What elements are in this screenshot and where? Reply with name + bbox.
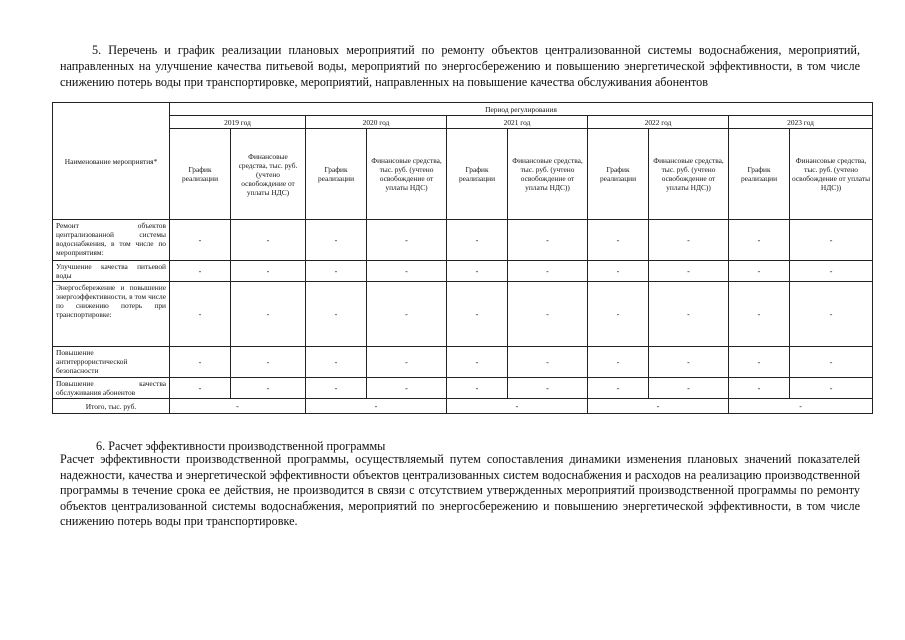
year-header-2021: 2021 год — [447, 116, 588, 129]
cell-value: - — [588, 282, 649, 347]
cell-value: - — [447, 347, 508, 378]
cell-value: - — [170, 378, 231, 399]
plan-table — [52, 102, 873, 414]
table-row — [53, 347, 873, 378]
schedule-header: График реализации — [588, 129, 649, 220]
year-header-2019: 2019 год — [170, 116, 306, 129]
cell-value: - — [508, 282, 588, 347]
cell-value: - — [306, 220, 367, 261]
total-label: Итого, тыс. руб. — [53, 399, 170, 414]
cell-value: - — [447, 282, 508, 347]
cell-value: - — [508, 261, 588, 282]
cell-value: - — [508, 347, 588, 378]
cell-value: - — [729, 282, 790, 347]
section-5-heading — [60, 42, 860, 90]
cell-value: - — [588, 347, 649, 378]
cell-value: - — [790, 261, 873, 282]
cell-value: - — [508, 378, 588, 399]
cell-value: - — [447, 378, 508, 399]
cell-value: - — [170, 347, 231, 378]
cell-value: - — [231, 378, 306, 399]
cell-value: - — [649, 347, 729, 378]
finance-header: Финансовые средства, тыс. руб. (учтено освобождение от уплаты НДС)) — [649, 129, 729, 220]
cell-value: - — [170, 261, 231, 282]
cell-value: - — [790, 347, 873, 378]
total-value-2020: - — [306, 399, 447, 414]
cell-value: - — [170, 282, 231, 347]
cell-value: - — [508, 220, 588, 261]
cell-value: - — [729, 261, 790, 282]
cell-value: - — [729, 378, 790, 399]
cell-value: - — [367, 282, 447, 347]
year-header-2020: 2020 год — [306, 116, 447, 129]
finance-header: Финансовые средства, тыс. руб. (учтено освобождение от уплаты НДС) — [367, 129, 447, 220]
finance-header: Финансовые средства, тыс. руб. (учтено освобождение от уплаты НДС)) — [508, 129, 588, 220]
cell-value: - — [588, 378, 649, 399]
cell-value: - — [231, 282, 306, 347]
total-value-2019: - — [170, 399, 306, 414]
schedule-header: График реализации — [447, 129, 508, 220]
cell-value: - — [649, 378, 729, 399]
cell-value: - — [231, 347, 306, 378]
schedule-header: График реализации — [306, 129, 367, 220]
table-row — [53, 282, 873, 347]
cell-value: - — [588, 261, 649, 282]
cell-value: - — [447, 220, 508, 261]
cell-value: - — [447, 261, 508, 282]
cell-value: - — [729, 347, 790, 378]
total-row — [53, 399, 873, 414]
cell-value: - — [170, 220, 231, 261]
cell-value: - — [729, 220, 790, 261]
name-column-header: Наименование мероприятия* — [53, 103, 170, 220]
row-label: Повышение качества обслуживания абонентов — [53, 378, 170, 399]
table-row — [53, 378, 873, 399]
cell-value: - — [231, 261, 306, 282]
total-value-2023: - — [729, 399, 873, 414]
row-label: Улучшение качества питьевой воды — [53, 261, 170, 282]
section-5-title: 5. Перечень и график реализации плановых мероприятий по ремонту объектов централизованной системы водоснабжения, мероприятий, направленных на улучшение качества питьевой воды, мероприятий по энергосбережению и повышению энергетической эффективности, в том числе снижению потерь воды при транспортировке, мероприятий, направленных на повышение качества обслуживания абонентов — [60, 43, 860, 89]
cell-value: - — [367, 347, 447, 378]
cell-value: - — [367, 378, 447, 399]
row-label: Повышение антитеррористической безопасности — [53, 347, 170, 378]
cell-value: - — [231, 220, 306, 261]
section-6-text: Расчет эффективности производственной программы, осуществляемый путем сопоставления динамики изменения плановых значений показателей надежности, качества и энергетической эффективности объектов централизованных систем водоснабжения и расходов на реализацию производственной программы в течение срока ее действия, не производится в связи с отсутствием утвержденных мероприятий производственной программы по ремонту объектов централизованной системы водоснабжения, мероприятий по энергосбережению и повышению энергетической эффективности, в том числе снижению потерь воды при транспортировке. — [60, 452, 860, 529]
row-label: Энергосбережение и повышение энергоэффективности, в том числе по снижению потерь при транспортировке: — [53, 282, 170, 347]
cell-value: - — [588, 220, 649, 261]
finance-header: Финансовые средства, тыс. руб. (учтено освобождение от уплаты НДС) — [231, 129, 306, 220]
row-label: Ремонт объектов централизованной системы водоснабжения, в том числе по мероприятиям: — [53, 220, 170, 261]
cell-value: - — [367, 261, 447, 282]
cell-value: - — [790, 220, 873, 261]
cell-value: - — [367, 220, 447, 261]
period-header: Период регулирования — [170, 103, 873, 116]
finance-header: Финансовые средства, тыс. руб. (учтено освобождение от уплаты НДС)) — [790, 129, 873, 220]
total-value-2022: - — [588, 399, 729, 414]
cell-value: - — [306, 347, 367, 378]
cell-value: - — [649, 220, 729, 261]
total-value-2021: - — [447, 399, 588, 414]
cell-value: - — [649, 282, 729, 347]
year-header-2023: 2023 год — [729, 116, 873, 129]
schedule-header: График реализации — [729, 129, 790, 220]
cell-value: - — [649, 261, 729, 282]
schedule-header: График реализации — [170, 129, 231, 220]
year-header-2022: 2022 год — [588, 116, 729, 129]
cell-value: - — [306, 261, 367, 282]
cell-value: - — [790, 282, 873, 347]
table-row — [53, 220, 873, 261]
cell-value: - — [790, 378, 873, 399]
cell-value: - — [306, 282, 367, 347]
section-6-title: 6. Расчет эффективности производственной программы — [96, 439, 386, 453]
cell-value: - — [306, 378, 367, 399]
table-row — [53, 261, 873, 282]
